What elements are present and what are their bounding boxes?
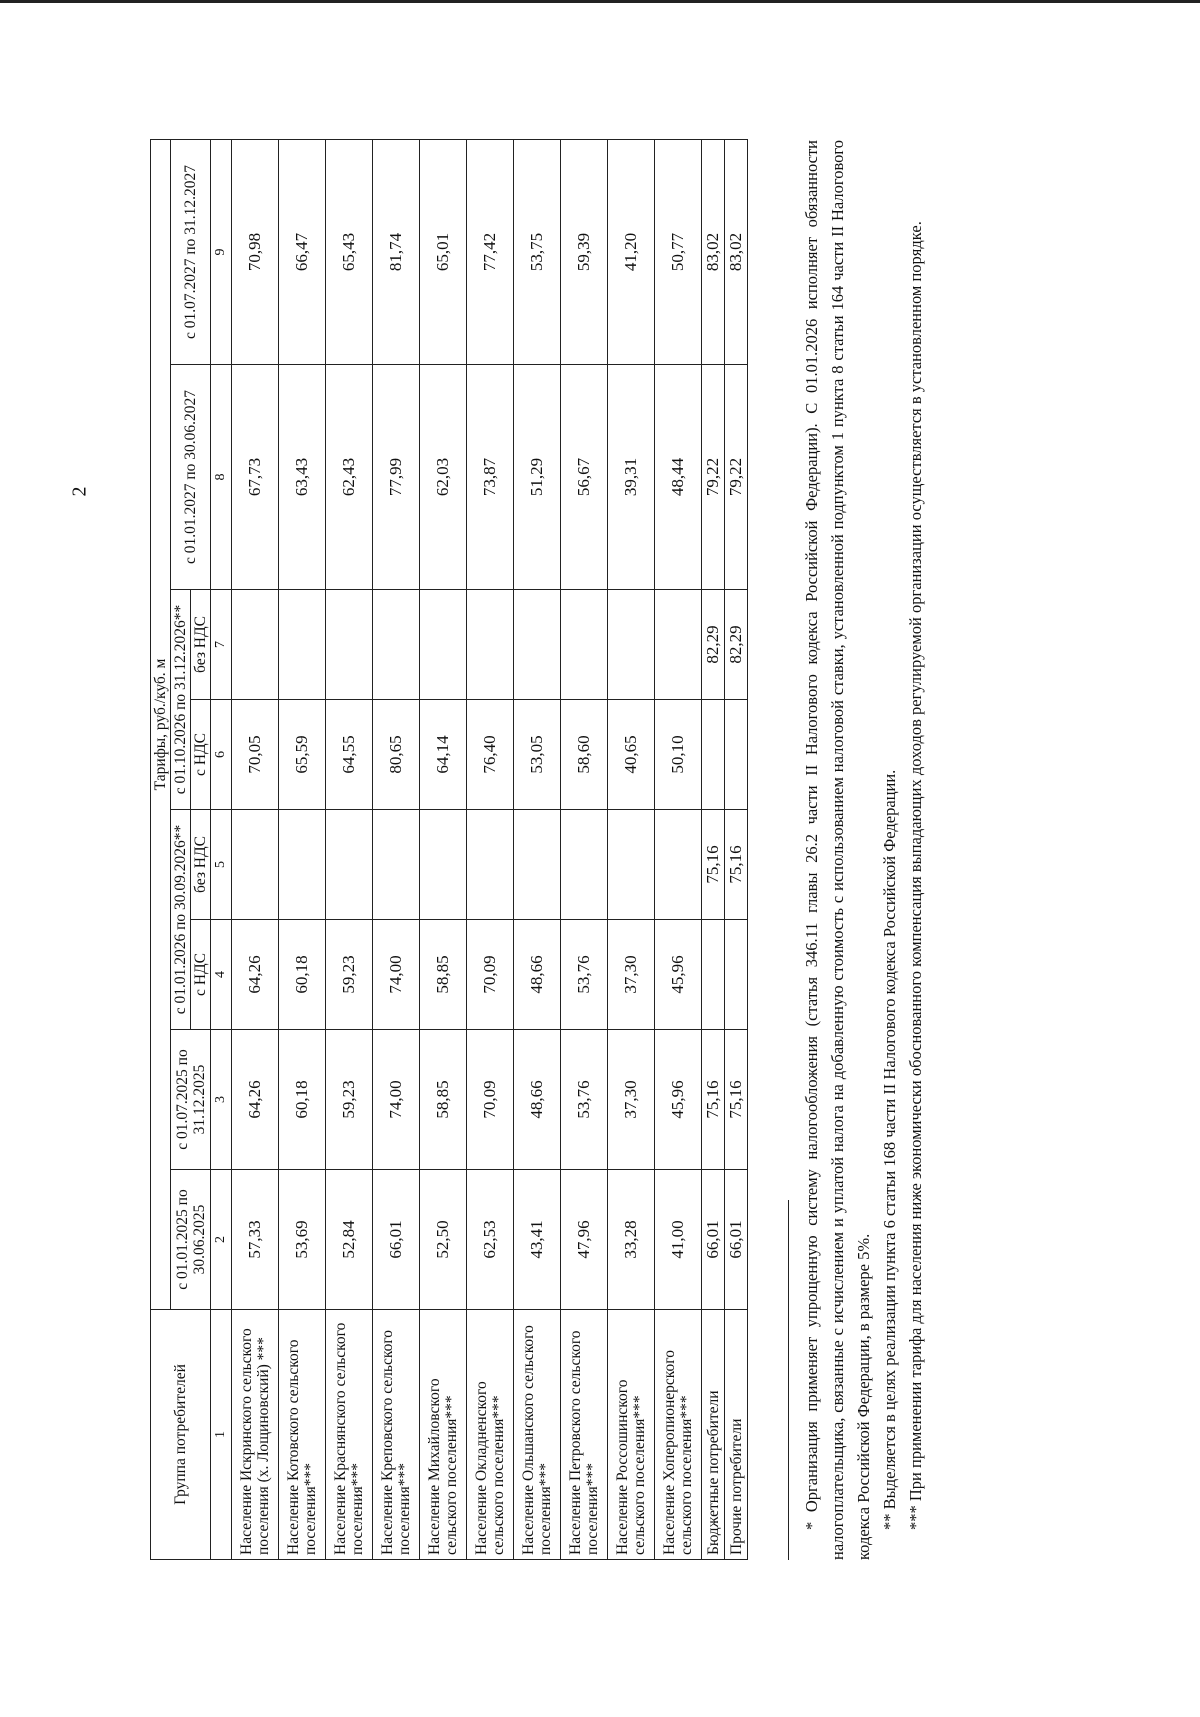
footnote-divider (788, 1200, 789, 1560)
tariff-value-cell: 70,09 (467, 920, 514, 1030)
tariff-value-cell: 53,76 (561, 920, 608, 1030)
tariff-value-cell: 59,23 (326, 1030, 373, 1170)
tariff-value-cell: 52,50 (420, 1170, 467, 1310)
column-index: 7 (211, 590, 232, 700)
page-number: 2 (68, 486, 91, 497)
tariff-value-cell: 64,55 (326, 700, 373, 810)
consumer-group-cell: Население Петровского сельского поселения*** (561, 1310, 608, 1560)
tariff-value-cell (702, 920, 725, 1030)
tariff-value-cell: 37,30 (608, 1030, 655, 1170)
tariff-value-cell (655, 810, 702, 920)
column-index: 9 (211, 139, 232, 364)
column-index: 6 (211, 700, 232, 810)
tariff-value-cell: 48,66 (514, 1030, 561, 1170)
tariff-value-cell: 63,43 (279, 365, 326, 590)
tariff-value-cell: 74,00 (373, 1030, 420, 1170)
column-index: 5 (211, 810, 232, 920)
consumer-group-cell: Прочие потребители (725, 1310, 748, 1560)
consumer-group-cell: Население Креповского сельского поселения*** (373, 1310, 420, 1560)
tariff-value-cell (420, 590, 467, 700)
tariff-value-cell (279, 810, 326, 920)
tariff-value-cell (232, 590, 279, 700)
consumer-group-cell: Население Окладненского сельского поселения*** (467, 1310, 514, 1560)
tariff-value-cell (514, 810, 561, 920)
tariff-value-cell: 66,01 (702, 1170, 725, 1310)
tariff-value-cell: 47,96 (561, 1170, 608, 1310)
tariff-value-cell: 62,03 (420, 365, 467, 590)
tariff-value-cell (467, 810, 514, 920)
tariff-value-cell (608, 810, 655, 920)
tariff-value-cell: 82,29 (702, 590, 725, 700)
header-period-6: с 01.07.2027 по 31.12.2027 (171, 139, 211, 364)
tariff-value-cell (373, 810, 420, 920)
tariff-value-cell: 41,00 (655, 1170, 702, 1310)
table-row (373, 139, 420, 1559)
header-without-vat: без НДС (191, 590, 211, 700)
footnote-3: *** При применении тарифа для населения ниже экономически обоснованного компенсация выпадающих доходов регулируемой организации осуществляется в установленном порядке. (906, 221, 925, 1530)
tariff-value-cell: 62,53 (467, 1170, 514, 1310)
column-index: 3 (211, 1030, 232, 1170)
tariff-value-cell: 53,05 (514, 700, 561, 810)
tariff-value-cell: 62,43 (326, 365, 373, 590)
header-period-4: с 01.10.2026 по 31.12.2026** (171, 590, 191, 810)
tariff-value-cell: 48,44 (655, 365, 702, 590)
header-with-vat: с НДС (191, 920, 211, 1030)
tariff-value-cell (514, 590, 561, 700)
tariff-value-cell: 75,16 (702, 810, 725, 920)
header-without-vat: без НДС (191, 810, 211, 920)
tariff-value-cell: 64,14 (420, 700, 467, 810)
column-index: 4 (211, 920, 232, 1030)
tariff-value-cell: 77,99 (373, 365, 420, 590)
tariff-value-cell: 51,29 (514, 365, 561, 590)
tariff-value-cell: 67,73 (232, 365, 279, 590)
tariff-value-cell: 81,74 (373, 139, 420, 364)
column-index: 8 (211, 365, 232, 590)
tariff-value-cell: 66,01 (373, 1170, 420, 1310)
tariff-value-cell: 58,85 (420, 920, 467, 1030)
tariff-value-cell: 65,59 (279, 700, 326, 810)
tariff-value-cell (326, 590, 373, 700)
table-row (655, 139, 702, 1559)
tariff-value-cell: 39,31 (608, 365, 655, 590)
consumer-group-cell: Население Краснянского сельского поселения*** (326, 1310, 373, 1560)
tariff-value-cell (561, 810, 608, 920)
header-tariffs: Тарифы, руб./куб. м (151, 139, 171, 1309)
column-index-row (211, 139, 232, 1559)
header-period-1: с 01.01.2025 по 30.06.2025 (171, 1170, 211, 1310)
tariff-value-cell: 82,29 (725, 590, 748, 700)
consumer-group-cell: Население Котовского сельского поселения*** (279, 1310, 326, 1560)
tariff-value-cell: 77,42 (467, 139, 514, 364)
tariff-value-cell: 79,22 (725, 365, 748, 590)
rotated-content (150, 140, 1010, 1560)
tariff-value-cell: 53,69 (279, 1170, 326, 1310)
tariff-value-cell: 65,01 (420, 139, 467, 364)
tariff-table (150, 139, 748, 1560)
tariff-value-cell: 33,28 (608, 1170, 655, 1310)
table-row (514, 139, 561, 1559)
tariff-value-cell: 53,76 (561, 1030, 608, 1170)
table-row (608, 139, 655, 1559)
header-period-5: с 01.01.2027 по 30.06.2027 (171, 365, 211, 590)
tariff-value-cell: 73,87 (467, 365, 514, 590)
tariff-value-cell (561, 590, 608, 700)
table-row (326, 139, 373, 1559)
tariff-value-cell: 56,67 (561, 365, 608, 590)
consumer-group-cell: Население Михайловского сельского поселения*** (420, 1310, 467, 1560)
tariff-value-cell (279, 590, 326, 700)
consumer-group-cell: Население Хоперопионерского сельского поселения*** (655, 1310, 702, 1560)
column-index: 2 (211, 1170, 232, 1310)
tariff-value-cell: 70,09 (467, 1030, 514, 1170)
tariff-value-cell (725, 700, 748, 810)
table-row (279, 139, 326, 1559)
table-row (420, 139, 467, 1559)
tariff-value-cell: 70,05 (232, 700, 279, 810)
tariff-value-cell: 52,84 (326, 1170, 373, 1310)
consumer-group-cell: Бюджетные потребители (702, 1310, 725, 1560)
tariff-value-cell: 43,41 (514, 1170, 561, 1310)
footnotes (788, 140, 929, 1560)
tariff-value-cell: 65,43 (326, 139, 373, 364)
tariff-value-cell: 59,23 (326, 920, 373, 1030)
tariff-value-cell: 79,22 (702, 365, 725, 590)
column-index: 1 (211, 1310, 232, 1560)
scan-top-edge (0, 0, 1200, 3)
table-row (467, 139, 514, 1559)
tariff-value-cell: 50,77 (655, 139, 702, 364)
tariff-value-cell: 40,65 (608, 700, 655, 810)
tariff-value-cell: 58,60 (561, 700, 608, 810)
tariff-value-cell: 48,66 (514, 920, 561, 1030)
tariff-value-cell: 53,75 (514, 139, 561, 364)
footnote-2: ** Выделяется в целях реализации пункта 6 статьи 168 части II Налогового кодекса Российской Федерации. (880, 769, 899, 1530)
tariff-value-cell: 75,16 (725, 810, 748, 920)
tariff-value-cell (702, 700, 725, 810)
tariff-value-cell (608, 590, 655, 700)
header-period-2: с 01.07.2025 по 31.12.2025 (171, 1030, 211, 1170)
tariff-value-cell: 50,10 (655, 700, 702, 810)
header-with-vat: с НДС (191, 700, 211, 810)
table-row (232, 139, 279, 1559)
tariff-value-cell (467, 590, 514, 700)
tariff-value-cell: 70,98 (232, 139, 279, 364)
tariff-value-cell: 80,65 (373, 700, 420, 810)
tariff-value-cell: 57,33 (232, 1170, 279, 1310)
header-consumer-group: Группа потребителей (151, 1310, 211, 1560)
tariff-value-cell (655, 590, 702, 700)
tariff-value-cell: 74,00 (373, 920, 420, 1030)
footnote-1: * Организация применяет упрощенную систему налогообложения (статья 346.11 главы 26.2 части II Налогового кодекса Российской Федерации). С 01.01.2026 исполняет обязанности налогоплательщика, связанные с исчислением и уплатой налога на добавленную стоимость с использованием налоговой ставки, установленной подпунктом 1 пункта 8 статьи 164 части II Налогового кодекса Российской Федерации, в размере 5%. (802, 140, 873, 1560)
tariff-value-cell (373, 590, 420, 700)
tariff-value-cell: 66,01 (725, 1170, 748, 1310)
tariff-value-cell (725, 920, 748, 1030)
tariff-value-cell (326, 810, 373, 920)
table-body (232, 139, 748, 1559)
tariff-value-cell (420, 810, 467, 920)
tariff-value-cell: 60,18 (279, 1030, 326, 1170)
tariff-value-cell: 64,26 (232, 1030, 279, 1170)
table-row (561, 139, 608, 1559)
consumer-group-cell: Население Искринского сельского поселения (х. Лощиновский) *** (232, 1310, 279, 1560)
tariff-value-cell: 83,02 (702, 139, 725, 364)
tariff-value-cell: 58,85 (420, 1030, 467, 1170)
tariff-value-cell: 60,18 (279, 920, 326, 1030)
table-row (702, 139, 725, 1559)
tariff-value-cell: 41,20 (608, 139, 655, 364)
tariff-value-cell: 66,47 (279, 139, 326, 364)
tariff-value-cell: 45,96 (655, 920, 702, 1030)
tariff-value-cell (232, 810, 279, 920)
consumer-group-cell: Население Россошинского сельского поселения*** (608, 1310, 655, 1560)
tariff-value-cell: 45,96 (655, 1030, 702, 1170)
tariff-value-cell: 76,40 (467, 700, 514, 810)
header-period-3: с 01.01.2026 по 30.09.2026** (171, 810, 191, 1030)
table-row (725, 139, 748, 1559)
tariff-value-cell: 64,26 (232, 920, 279, 1030)
tariff-value-cell: 83,02 (725, 139, 748, 364)
tariff-value-cell: 37,30 (608, 920, 655, 1030)
tariff-value-cell: 75,16 (725, 1030, 748, 1170)
consumer-group-cell: Население Ольшанского сельского поселения*** (514, 1310, 561, 1560)
tariff-value-cell: 59,39 (561, 139, 608, 364)
tariff-value-cell: 75,16 (702, 1030, 725, 1170)
